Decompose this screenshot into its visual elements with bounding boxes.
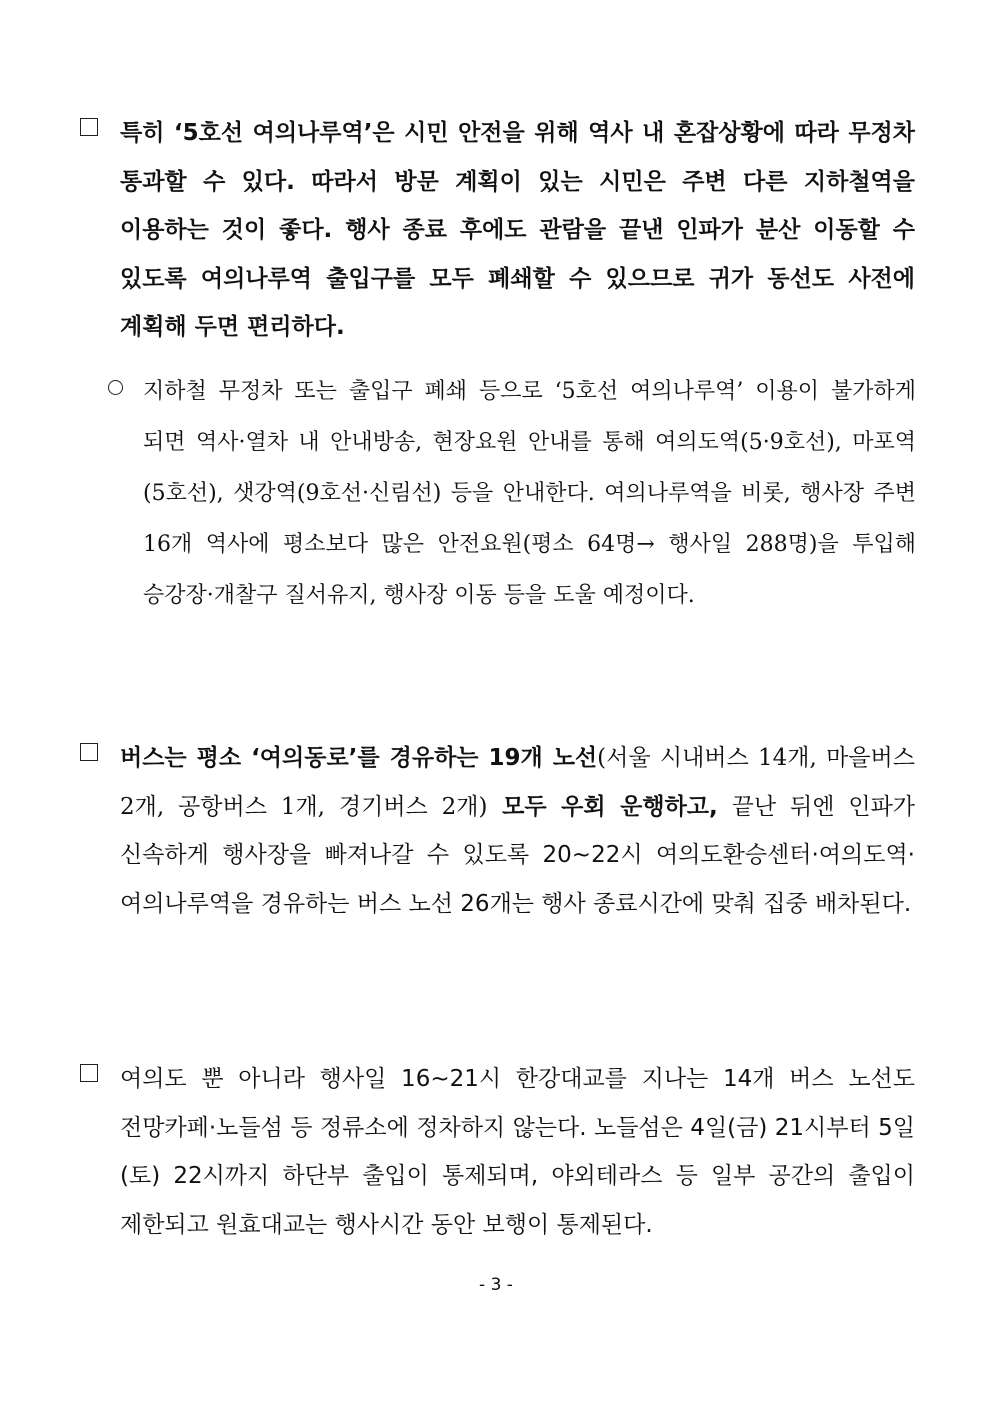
sub-item-safety-staff: [108, 366, 916, 621]
paragraph-text: [120, 734, 915, 928]
circle-bullet-icon: [108, 380, 123, 395]
bus-text-rest: 끝난 뒤엔 인파가 신속하게 행사장을 빠져나갈 수 있도록 20~22시 여의도환승센터·여의도역·여의나루역을 경유하는 버스 노선 26개는 행사 종료시간에 맞춰 집중 배차된다.: [120, 793, 916, 917]
bus-text-bold-1: 버스는 평소 ‘여의동로’를 경유하는 19개 노선: [120, 745, 598, 771]
paragraph-text: 여의도 뿐 아니라 행사일 16~21시 한강대교를 지나는 14개 버스 노선도 전망카페·노들섬 등 정류소에 정차하지 않는다. 노들섬은 4일(금) 21시부터 5일(토) 22시까지 하단부 출입이 통제되며, 야외테라스 등 일부 공간의 출입이 제한되고 원효대교는 행사시간 동안 보행이 통제된다.: [120, 1066, 915, 1238]
checkbox-bullet-icon: [80, 1064, 98, 1082]
bus-text-normal: (서울 시내버스 14개, 마을버스 2개, 공항버스 1개, 경기버스 2개): [120, 745, 915, 820]
bus-text-bold-2: 모두 우회 운행하고,: [487, 793, 718, 820]
paragraph-hangang-bridge: [80, 1055, 915, 1249]
paragraph-bus-detour: [80, 734, 915, 928]
page-number: - 3 -: [479, 1275, 513, 1295]
paragraph-text: [120, 109, 915, 352]
paragraph-subway-nonstop: [80, 109, 915, 352]
checkbox-bullet-icon: [80, 743, 98, 761]
paragraph-text-bold: 특히 ‘5호선 여의나루역’은 시민 안전을 위해 역사 내 혼잡상황에 따라 무정차 통과할 수 있다. 따라서 방문 계획이 있는 시민은 주변 다른 지하철역을 이용하는 것이 좋다. 행사 종료 후에도 관람을 끝낸 인파가 분산 이동할 수 있도록 여의나루역 출입구를 모두 폐쇄할 수 있으므로 귀가 동선도 사전에 계획해 두면 편리하다.: [120, 120, 915, 340]
sub-item-text: 지하철 무정차 또는 출입구 폐쇄 등으로 ‘5호선 여의나루역’ 이용이 불가하게 되면 역사·열차 내 안내방송, 현장요원 안내를 통해 여의도역(5·9호선), 마포역(5호선), 샛강역(9호선·신림선) 등을 안내한다. 여의나루역을 비롯, 행사장 주변 16개 역사에 평소보다 많은 안전요원(평소 64명→ 행사일 288명)을 투입해 승강장·개찰구 질서유지, 행사장 이동 등을 도울 예정이다.: [143, 379, 916, 608]
checkbox-bullet-icon: [80, 118, 98, 136]
